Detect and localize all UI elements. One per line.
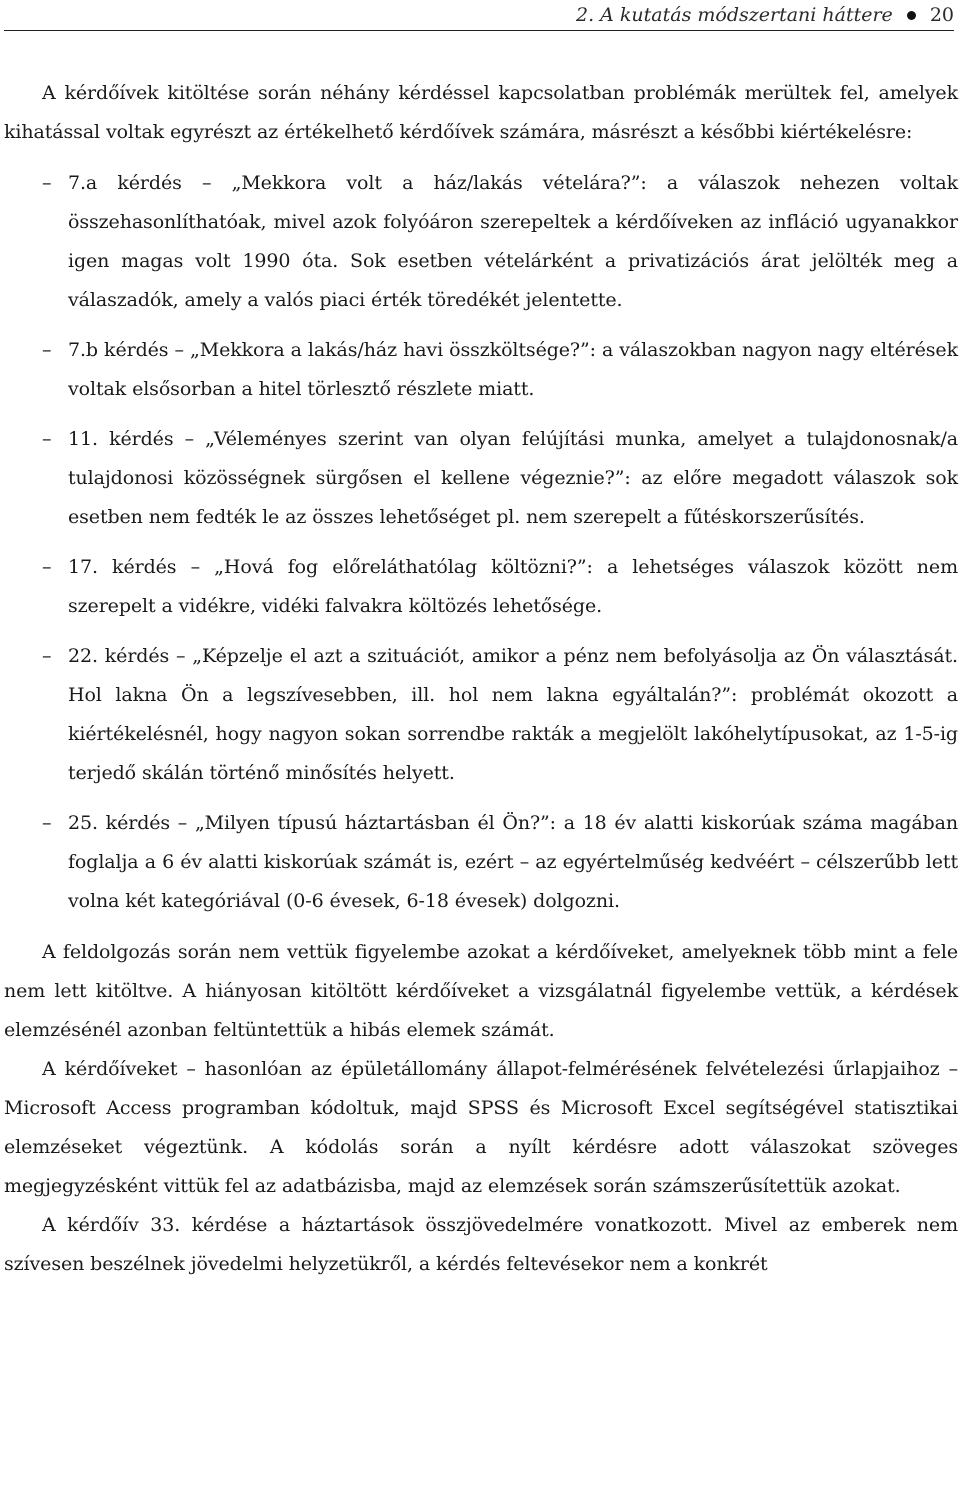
page-number: 20 (929, 4, 954, 26)
list-item (4, 331, 958, 409)
dash-bullet: – (42, 339, 52, 361)
list-item-text: 7.b kérdés – „Mekkora a lakás/ház havi összköltsége?”: a válaszokban nagyon nagy eltérések voltak elsősorban a hitel törlesztő részlete miatt. (68, 339, 958, 400)
issue-list (4, 164, 958, 921)
dash-bullet: – (42, 645, 52, 667)
dash-bullet: – (42, 556, 52, 578)
chapter-title: 2. A kutatás módszertani háttere (575, 4, 893, 26)
body-paragraph: A kérdőív 33. kérdése a háztartások összjövedelmére vonatkozott. Mivel az emberek nem szívesen beszélnek jövedelmi helyzetükről, a kérdés feltevésekor nem a konkrét (4, 1214, 958, 1275)
list-item-text: 25. kérdés – „Milyen típusú háztartásban él Ön?”: a 18 év alatti kiskorúak száma magában foglalja a 6 év alatti kiskorúak számát is, ezért – az egyértelműség kedvéért – célszerűbb lett volna két kategóriával (0-6 évesek, 6-18 évesek) dolgozni. (68, 812, 958, 912)
list-item (4, 804, 958, 921)
body-paragraph: A feldolgozás során nem vettük figyelembe azokat a kérdőíveket, amelyeknek több mint a fele nem lett kitöltve. A hiányosan kitöltött kérdőíveket a vizsgálatnál figyelembe vettük, a kérdések elemzésénél azonban feltüntettük a hibás elemek számát. (4, 941, 958, 1041)
list-item-text: 17. kérdés – „Hová fog előreláthatólag költözni?”: a lehetséges válaszok között nem szerepelt a vidékre, vidéki falvakra költözés lehetősége. (68, 556, 958, 617)
page-body (4, 74, 958, 1284)
body-paragraph: A kérdőíveket – hasonlóan az épületállomány állapot-felmérésének felvételezési űrlapjaihoz – Microsoft Access programban kódoltuk, majd SPSS és Microsoft Excel segítségével statisztikai elemzéseket végeztünk. A kódolás során a nyílt kérdésre adott válaszokat szöveges megjegyzésként vittük fel az adatbázisba, majd az elemzések során számszerűsítettük azokat. (4, 1058, 958, 1197)
dash-bullet: – (42, 428, 52, 450)
dash-bullet: – (42, 812, 52, 834)
running-header (4, 0, 954, 31)
list-item (4, 164, 958, 320)
list-item (4, 637, 958, 793)
dash-bullet: – (42, 172, 52, 194)
list-item-text: 7.a kérdés – „Mekkora volt a ház/lakás vételára?”: a válaszok nehezen voltak összehasonlíthatóak, mivel azok folyóáron szerepeltek a kérdőíveken az infláció ugyanakkor igen magas volt 1990 óta. Sok esetben vételárként a privatizációs árat jelölték meg a válaszadók, amely a valós piaci érték töredékét jelentette. (68, 172, 958, 311)
list-item-text: 22. kérdés – „Képzelje el azt a szituációt, amikor a pénz nem befolyásolja az Ön választását. Hol lakna Ön a legszívesebben, ill. hol nem lakna egyáltalán?”: problémát okozott a kiértékelésnél, hogy nagyon sokan sorrendbe rakták a megjelölt lakóhelytípusokat, az 1-5-ig terjedő skálán történő minősítés helyett. (68, 645, 958, 784)
intro-paragraph: A kérdőívek kitöltése során néhány kérdéssel kapcsolatban problémák merültek fel, amelyek kihatással voltak egyrészt az értékelhető kérdőívek számára, másrészt a későbbi kiértékelésre: (4, 82, 958, 143)
list-item (4, 548, 958, 626)
list-item (4, 420, 958, 537)
list-item-text: 11. kérdés – „Véleményes szerint van olyan felújítási munka, amelyet a tulajdonosnak/a tulajdonosi közösségnek sürgősen el kellene végeznie?”: az előre megadott válaszok sok esetben nem fedték le az összes lehetőséget pl. nem szerepelt a fűtéskorszerűsítés. (68, 428, 958, 528)
header-bullet-icon (907, 11, 916, 20)
